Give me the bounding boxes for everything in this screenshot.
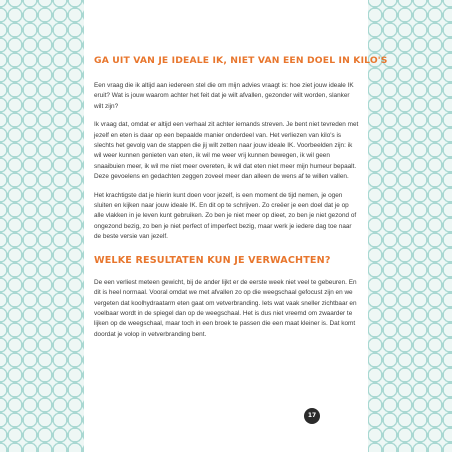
paragraph-intro-question: Een vraag die ik altijd aan iedereen stel die om mijn advies vraagt is: hoe ziet jouw ideale IK eruit? Wat is jouw waarom achter het feit dat je wilt afvallen, gezonder wilt worden, slanker wilt zijn? xyxy=(94,82,354,110)
paragraph-story-behind-goal: Ik vraag dat, omdat er altijd een verhaal zit achter iemands streven. Je bent niet tevreden met jezelf en eten is daar op een bepaalde manier onderdeel van. Het verliezen van kilo's is slechts het gevolg van de stappen die jij wilt zetten naar jouw ideale IK. Voorbeelden zijn: ik wil weer kunnen genieten van eten, ik wil me weer vrij kunnen bewegen, ik wil geen snaaibuien meer, ik wil me niet meer overeten, ik wil dat eten niet meer mijn humeur bepaalt. Deze gevoelens en gedachten zeggen zoveel meer dan alleen de wens af te willen vallen. xyxy=(94,121,359,181)
paragraph-expected-results: De een verliest meteen gewicht, bij de ander lijkt er de eerste week niet veel te gebeuren. En dit is heel normaal. Vooral omdat we met afvallen zo op die weegschaal gefocust zijn en we vergeten dat koolhydraatarm eten gaat om vetverbranding. Iets wat vaak sneller zichtbaar en voelbaar wordt in de spiegel dan op de weegschaal. Het is dus niet vreemd om zwaarder te lijken op de weegschaal, maar toch in een broek te passen die een maat kleiner is. Dat komt doordat je volop in vetverbranding bent. xyxy=(94,278,357,338)
section-heading-ideal-ik: GA UIT VAN JE IDEALE IK, NIET VAN EEN DOEL IN KILO'S xyxy=(94,55,388,66)
page-content xyxy=(94,55,388,348)
book-page xyxy=(84,0,388,452)
paragraph-write-ideal-ik: Het krachtigste dat je hierin kunt doen voor jezelf, is een moment de tijd nemen, je ogen sluiten en kijken naar jouw ideale IK. En dit op te schrijven. Zo creëer je een doel dat je op alle vlakken in je leven kunt gebruiken. Zo ben je niet meer op dieet, zo ben je niet gezond of ongezond bezig, zo ben je niet perfect of imperfect bezig, maar werk je iedere dag toe naar de beste versie van jezelf. xyxy=(94,191,357,241)
section-heading-results: WELKE RESULTATEN KUN JE VERWACHTEN? xyxy=(94,254,331,266)
page-number-badge: 17 xyxy=(304,408,320,424)
